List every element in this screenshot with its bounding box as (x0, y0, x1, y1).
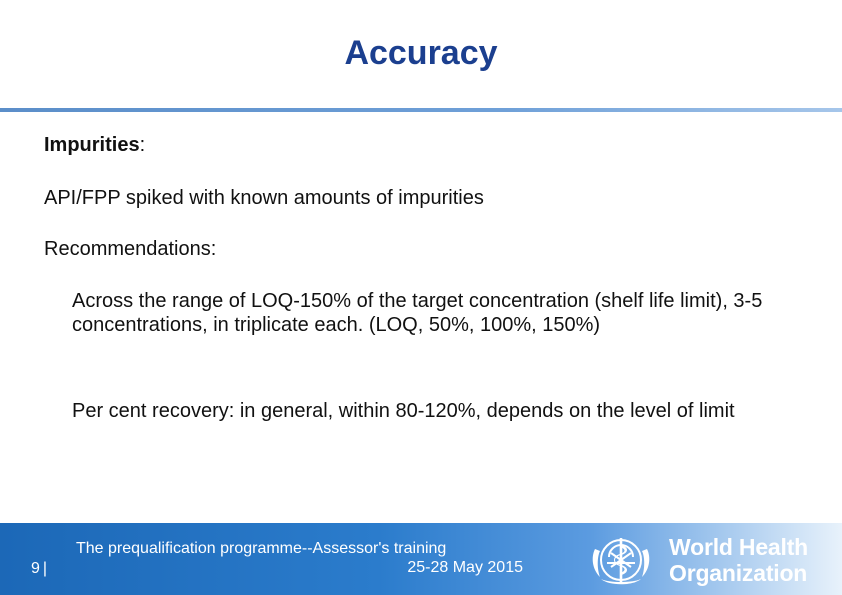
slide-title: Accuracy (344, 34, 498, 72)
recommendations-heading: Recommendations: (44, 238, 217, 260)
who-wordmark (669, 534, 808, 586)
title-divider (0, 108, 842, 112)
impurities-label: Impurities (44, 134, 140, 156)
date-line: 25-28 May 2015 (407, 559, 523, 576)
who-wordmark-line1: World Health (669, 534, 809, 560)
spiking-text: API/FPP spiked with known amounts of impurities (44, 187, 484, 209)
programme-line: The prequalification programme--Assessor's training (76, 540, 447, 557)
impurities-colon: : (139, 134, 146, 156)
page-number: 9 | (31, 560, 48, 577)
impurities-heading (44, 133, 145, 157)
footer-caption (76, 539, 526, 577)
who-emblem-icon (585, 531, 657, 589)
who-wordmark-line2: Organization (669, 560, 808, 586)
recommendation-recovery: Per cent recovery: in general, within 80-120%, depends on the level of limit (72, 400, 735, 422)
recommendation-range: Across the range of LOQ-150% of the target concentration (shelf life limit), 3-5 concentrations, in triplicate each. (LOQ, 50%, 100%, 150%) (72, 290, 763, 336)
